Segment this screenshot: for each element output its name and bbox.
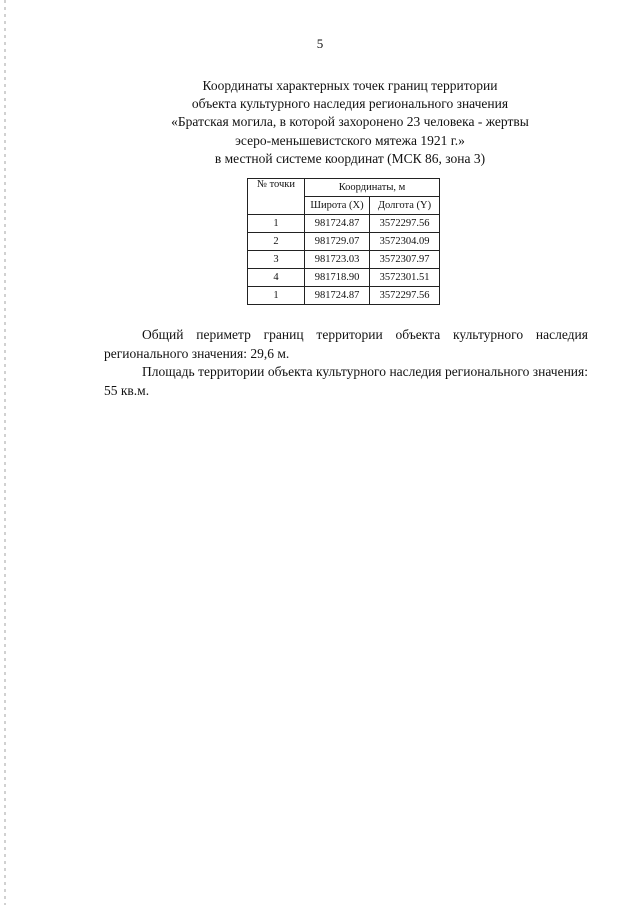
table-row bbox=[248, 233, 440, 251]
title-line: Координаты характерных точек границ территории bbox=[202, 78, 498, 93]
cell-point: 2 bbox=[248, 233, 305, 251]
cell-point: 3 bbox=[248, 251, 305, 269]
table-row bbox=[248, 251, 440, 269]
header-point-number: № точки bbox=[248, 179, 305, 215]
cell-y: 3572301.51 bbox=[370, 269, 440, 287]
table-row bbox=[248, 215, 440, 233]
title-line: объекта культурного наследия регионального значения bbox=[191, 96, 509, 112]
header-longitude: Долгота (Y) bbox=[370, 197, 440, 215]
cell-x: 981718.90 bbox=[305, 269, 370, 287]
document-title bbox=[100, 77, 600, 168]
table-row bbox=[248, 287, 440, 305]
area-text: Площадь территории объекта культурного наследия регионального значения: 55 кв.м. bbox=[104, 364, 588, 398]
cell-y: 3572304.09 bbox=[370, 233, 440, 251]
cell-y: 3572297.56 bbox=[370, 215, 440, 233]
cell-point: 1 bbox=[248, 287, 305, 305]
cell-x: 981729.07 bbox=[305, 233, 370, 251]
title-line: эсеро-меньшевистского мятежа 1921 г.» bbox=[235, 132, 465, 148]
perimeter-text: Общий периметр границ территории объекта культурного наследия регионального значения: 29,6 м. bbox=[104, 327, 588, 361]
scan-edge-marks bbox=[4, 0, 6, 905]
area-paragraph bbox=[104, 363, 588, 400]
cell-x: 981723.03 bbox=[305, 251, 370, 269]
cell-point: 4 bbox=[248, 269, 305, 287]
cell-y: 3572297.56 bbox=[370, 287, 440, 305]
header-latitude: Широта (X) bbox=[305, 197, 370, 215]
cell-point: 1 bbox=[248, 215, 305, 233]
table-row bbox=[248, 269, 440, 287]
cell-y: 3572307.97 bbox=[370, 251, 440, 269]
page-number: 5 bbox=[316, 36, 324, 51]
perimeter-paragraph bbox=[104, 326, 588, 363]
header-coordinates: Координаты, м bbox=[305, 179, 440, 197]
cell-x: 981724.87 bbox=[305, 287, 370, 305]
title-line: в местной системе координат (МСК 86, зона 3) bbox=[214, 150, 486, 166]
cell-x: 981724.87 bbox=[305, 215, 370, 233]
coordinates-table bbox=[247, 178, 440, 305]
title-line: «Братская могила, в которой захоронено 23 человека - жертвы bbox=[171, 114, 529, 130]
table-header-row bbox=[248, 179, 440, 197]
